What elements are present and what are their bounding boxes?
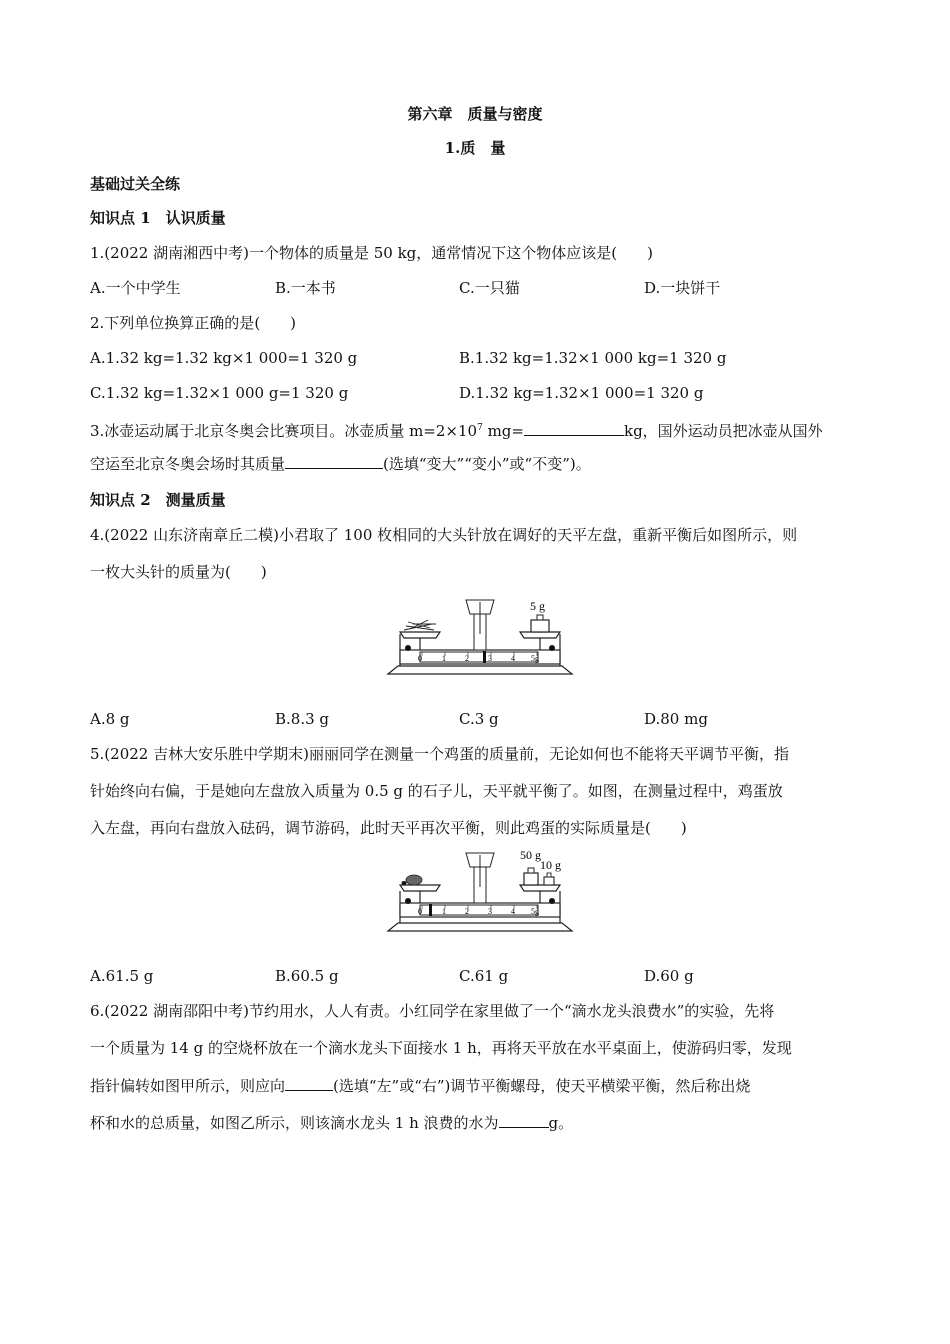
q5-weight-label-50g: 50 g	[520, 848, 541, 862]
q1-stem: 1.(2022 湖南湘西中考)一个物体的质量是 50 kg，通常情况下这个物体应该是( )	[90, 244, 653, 262]
q3-line2	[90, 454, 591, 474]
chapter-title: 第六章 质量与密度	[407, 105, 543, 123]
q5-tick-0: 0	[418, 907, 422, 916]
q4-option-b: B.8.3 g	[275, 710, 330, 728]
q5-option-b: B.60.5 g	[275, 967, 339, 985]
q6-line2: 一个质量为 14 g 的空烧杯放在一个滴水龙头下面接水 1 h，再将天平放在水平桌面上，使游码归零，发现	[90, 1039, 792, 1057]
q5-weight-label-10g: 10 g	[540, 858, 561, 872]
q6-line1: 6.(2022 湖南邵阳中考)节约用水，人人有责。小红同学在家里做了一个“滴水龙头浪费水”的实验，先将	[90, 1002, 775, 1020]
q5-tick-4: 4	[511, 907, 515, 916]
q3-exponent: 7	[477, 423, 483, 433]
q6-line4a: 杯和水的总质量，如图乙所示，则该滴水龙头 1 h 浪费的水为	[90, 1114, 499, 1132]
q5-option-a: A.61.5 g	[90, 967, 154, 985]
q5-line1: 5.(2022 吉林大安乐胜中学期末)丽丽同学在测量一个鸡蛋的质量前，无论如何也不能将天平调节平衡，指	[90, 745, 789, 763]
q5-tick-5: 5g	[531, 907, 539, 916]
q1-option-b: B.一本书	[275, 279, 336, 297]
q5-line2: 针始终向右偏，于是她向左盘放入质量为 0.5 g 的石子儿，天平就平衡了。如图，在测量过程中，鸡蛋放	[90, 782, 783, 800]
q5-line3: 入左盘，再向右盘放入砝码，调节游码，此时天平再次平衡，则此鸡蛋的实际质量是( )	[90, 819, 687, 837]
q4-line2: 一枚大头针的质量为( )	[90, 563, 267, 581]
q3-part3: kg，国外运动员把冰壶从国外	[623, 422, 823, 440]
q3-line2b: (选填“变大”“变小”或“不变”)。	[383, 455, 591, 473]
q6-line3	[90, 1076, 750, 1096]
q6-line3b: (选填“左”或“右”)调节平衡螺母，使天平横梁平衡，然后称出烧	[333, 1077, 751, 1095]
q3-part1: 3.冰壶运动属于北京冬奥会比赛项目。冰壶质量 m=2×10	[90, 422, 478, 440]
q1-option-a: A.一个中学生	[90, 279, 181, 297]
q4-tick-0: 0	[418, 654, 422, 663]
q6-blank-1[interactable]	[285, 1076, 333, 1091]
q6-line4b: g。	[548, 1114, 574, 1132]
q2-option-c: C.1.32 kg=1.32×1 000 g=1 320 g	[90, 384, 349, 402]
q4-option-a: A.8 g	[90, 710, 130, 728]
q3-part2: mg=	[482, 422, 524, 440]
q4-tick-1: 1	[442, 654, 446, 663]
knowledge-point-2: 知识点 2 测量质量	[90, 491, 226, 509]
q2-option-a: A.1.32 kg=1.32 kg×1 000=1 320 g	[90, 349, 358, 367]
practice-heading: 基础过关全练	[90, 175, 181, 193]
q6-blank-2[interactable]	[499, 1113, 549, 1128]
q4-tick-5: 5g	[531, 654, 539, 663]
q4-line1: 4.(2022 山东济南章丘二模)小君取了 100 枚相同的大头针放在调好的天平左盘，重新平衡后如图所示，则	[90, 526, 798, 544]
q3-blank-1[interactable]	[524, 421, 624, 436]
q6-line3a: 指针偏转如图甲所示，则应向	[90, 1077, 286, 1095]
q3-line2a: 空运至北京冬奥会场时其质量	[90, 455, 286, 473]
q2-stem: 2.下列单位换算正确的是( )	[90, 314, 297, 332]
q4-weight-label: 5 g	[530, 599, 545, 613]
q5-tick-3: 3	[488, 907, 492, 916]
q4-tick-4: 4	[511, 654, 515, 663]
q1-option-c: C.一只猫	[459, 279, 520, 297]
q3-line1	[90, 418, 823, 441]
q4-option-d: D.80 mg	[644, 710, 708, 728]
balance-figure-q4	[380, 590, 580, 686]
q6-line4	[90, 1113, 573, 1133]
q5-option-d: D.60 g	[644, 967, 694, 985]
q4-tick-2: 2	[465, 654, 469, 663]
q4-tick-3: 3	[488, 654, 492, 663]
q5-tick-1: 1	[442, 907, 446, 916]
q5-tick-2: 2	[465, 907, 469, 916]
knowledge-point-1: 知识点 1 认识质量	[90, 209, 226, 227]
q5-option-c: C.61 g	[459, 967, 509, 985]
q2-option-d: D.1.32 kg=1.32×1 000=1 320 g	[459, 384, 704, 402]
balance-figure-q5	[380, 845, 580, 941]
q3-blank-2[interactable]	[285, 454, 383, 469]
q1-option-d: D.一块饼干	[644, 279, 721, 297]
q4-option-c: C.3 g	[459, 710, 499, 728]
section-title: 1.质 量	[444, 139, 506, 157]
q2-option-b: B.1.32 kg=1.32×1 000 kg=1 320 g	[459, 349, 727, 367]
